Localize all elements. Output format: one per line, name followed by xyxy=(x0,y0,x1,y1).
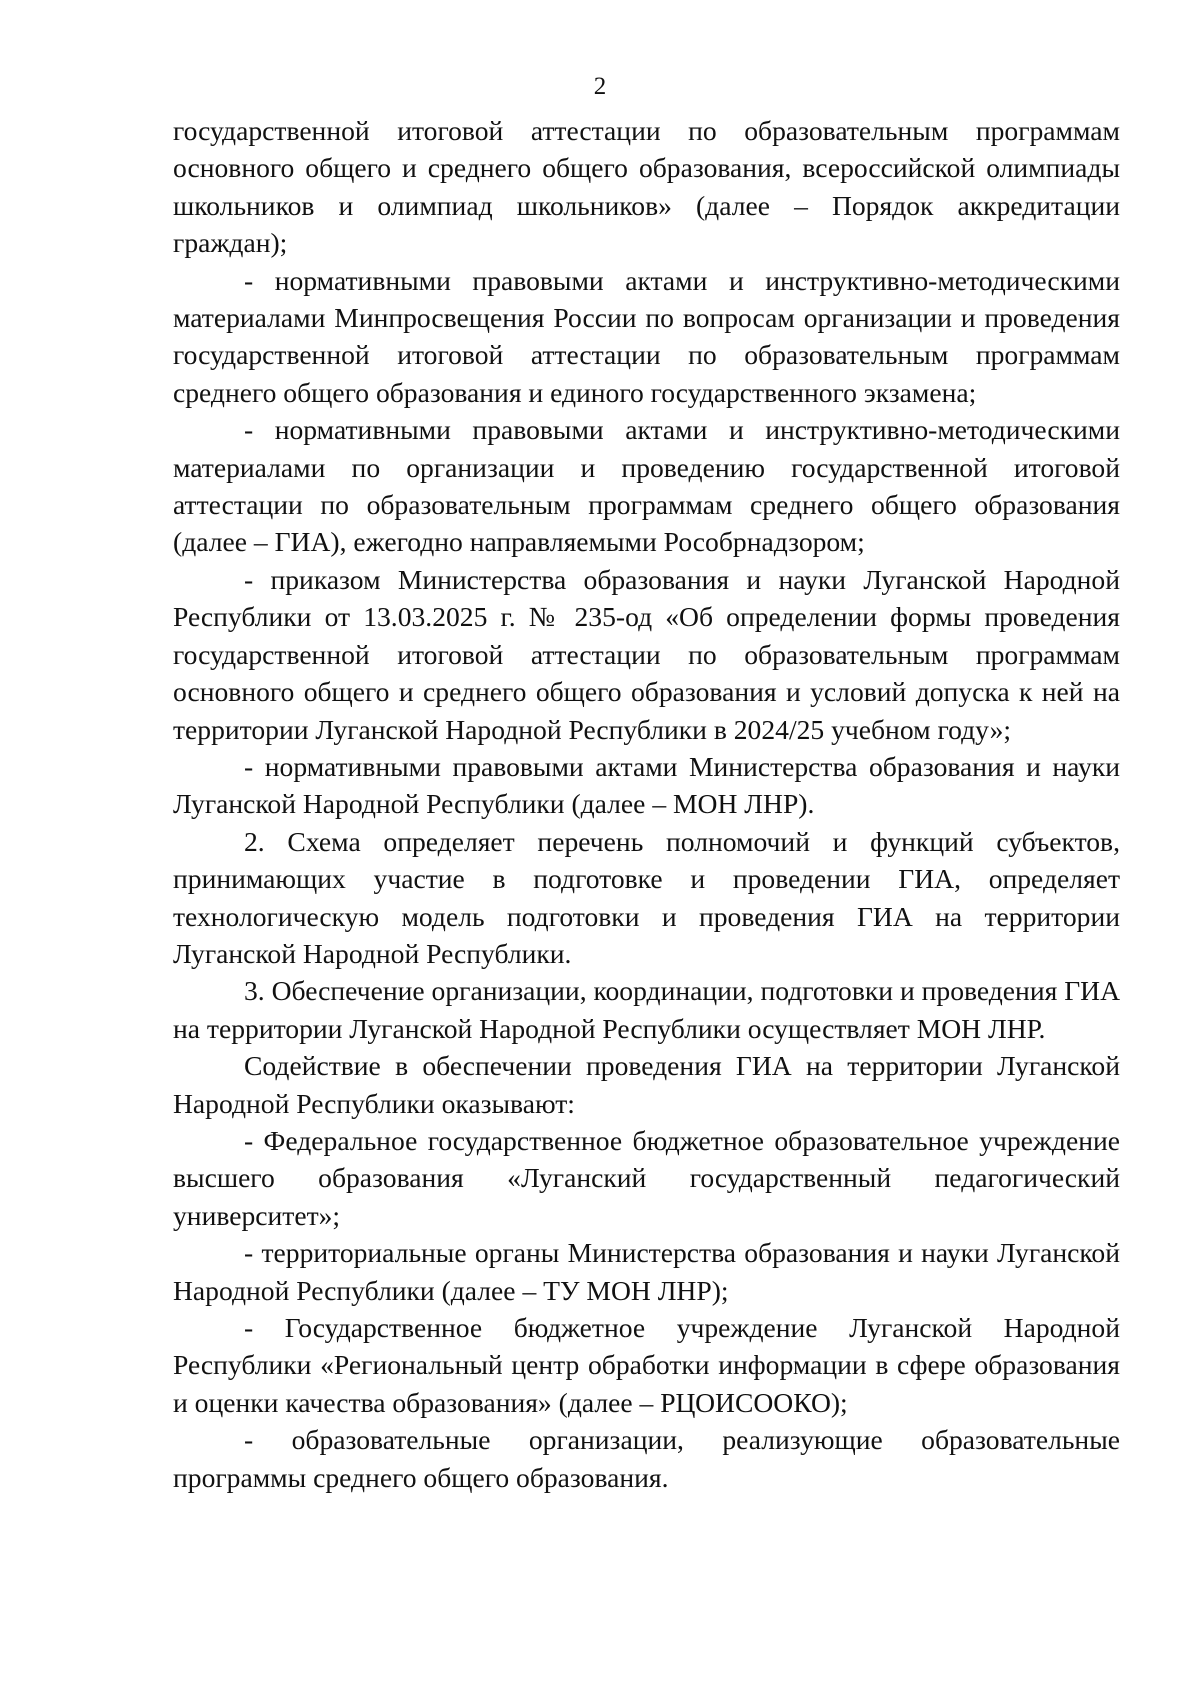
paragraph: - образовательные организации, реализующие образовательные программы среднего общего образования. xyxy=(173,1424,1120,1493)
paragraph: 3. Обеспечение организации, координации, подготовки и проведения ГИА на территории Луганской Народной Республики осуществляет МОН ЛНР. xyxy=(173,975,1120,1044)
paragraph: - нормативными правовыми актами Министерства образования и науки Луганской Народной Республики (далее – МОН ЛНР). xyxy=(173,750,1120,820)
paragraph: государственной итоговой аттестации по образовательным программам основного общего и среднего общего образования, всероссийской олимпиады школьников и олимпиад школьников» (далее – Порядок аккредитации граждан); xyxy=(173,115,1120,259)
document-body xyxy=(173,112,1120,1496)
paragraph: - Государственное бюджетное учреждение Луганской Народной Республики «Региональный центр обработки информации в сфере образования и оценки качества образования» (далее – РЦОИСООКО); xyxy=(173,1312,1120,1418)
paragraph: 2. Схема определяет перечень полномочий и функций субъектов, принимающих участие в подготовке и проведении ГИА, определяет технологическую модель подготовки и проведения ГИА на территории Луганской Народной Республики. xyxy=(173,825,1120,969)
paragraph: Содействие в обеспечении проведения ГИА на территории Луганской Народной Республики оказывают: xyxy=(173,1050,1120,1119)
page-number: 2 xyxy=(593,73,607,100)
paragraph: - приказом Министерства образования и науки Луганской Народной Республики от 13.03.2025 г. № 235-од «Об определении формы проведения государственной итоговой аттестации по образовательным программам основного общего и среднего общего образования и условий допуска к ней на территории Луганской Народной Республики в 2024/25 учебном году»; xyxy=(173,563,1120,745)
paragraph: - территориальные органы Министерства образования и науки Луганской Народной Республики (далее – ТУ МОН ЛНР); xyxy=(173,1237,1120,1306)
paragraph: - нормативными правовыми актами и инструктивно-методическими материалами по организации и проведению государственной итоговой аттестации по образовательным программам среднего общего образования (далее – ГИА), ежегодно направляемыми Рособрнадзором; xyxy=(173,414,1120,558)
paragraph: - нормативными правовыми актами и инструктивно-методическими материалами Минпросвещения России по вопросам организации и проведения государственной итоговой аттестации по образовательным программам среднего общего образования и единого государственного экзамена; xyxy=(173,264,1120,408)
paragraph: - Федеральное государственное бюджетное образовательное учреждение высшего образования «Луганский государственный педагогический университет»; xyxy=(173,1124,1120,1231)
